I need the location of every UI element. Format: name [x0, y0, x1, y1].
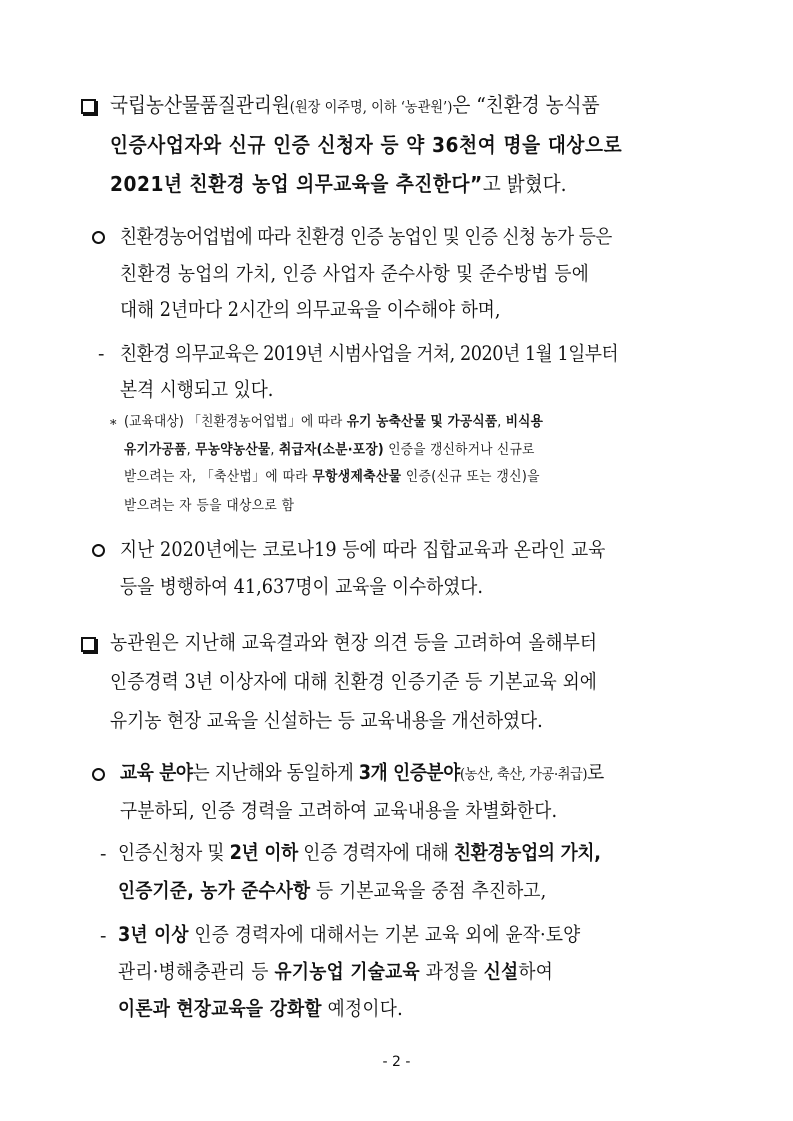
- circle-bullet-icon: [92, 768, 105, 781]
- s1-o2-line1: 지난 2020년에는 코로나19 등에 따라 집합교육과 온라인 교육: [120, 538, 606, 561]
- s1-d1-line2: 본격 시행되고 있다.: [120, 378, 274, 401]
- s2-d2-line3: 이론과 현장교육을 강화할 예정이다.: [118, 997, 404, 1020]
- s1-d1-line1: 친환경 의무교육은 2019년 시범사업을 거쳐, 2020년 1월 1일부터: [120, 342, 619, 365]
- circle-bullet-icon: [92, 544, 105, 557]
- s1-o1-line3: 대해 2년마다 2시간의 의무교육을 이수해야 하며,: [120, 298, 501, 321]
- s2-line1: 농관원은 지난해 교육결과와 현장 의견 등을 고려하여 올해부터: [110, 631, 598, 654]
- s2-d2-line1: 3년 이상 인증 경력자에 대해서는 기본 교육 외에 윤작·토양: [118, 923, 581, 946]
- dash-bullet: -: [100, 925, 107, 947]
- note-line1: (교육대상) 「친환경농어업법」에 따라 유기 농축산물 및 가공식품, 비식용: [124, 414, 544, 430]
- note-line3: 받으려는 자, 「축산법」에 따라 무항생제축산물 인증(신규 또는 갱신)을: [124, 469, 541, 485]
- s1-o1-line2: 친환경 농업의 가치, 인증 사업자 준수사항 및 준수방법 등에: [120, 262, 590, 285]
- s2-o1-line2: 구분하되, 인증 경력을 고려하여 교육내용을 차별화한다.: [120, 799, 558, 822]
- dash-bullet: -: [100, 843, 107, 865]
- s2-d1-line2: 인증기준, 농가 준수사항 등 기본교육을 중점 추진하고,: [118, 879, 547, 902]
- s1-line2: 인증사업자와 신규 인증 신청자 등 약 36천여 명을 대상으로: [110, 133, 623, 157]
- note-line4: 받으려는 자 등을 대상으로 함: [124, 498, 295, 514]
- s2-d1-line1: 인증신청자 및 2년 이하 인증 경력자에 대해 친환경농업의 가치,: [118, 841, 601, 864]
- s2-line2: 인증경력 3년 이상자에 대해 친환경 인증기준 등 기본교육 외에: [110, 670, 597, 693]
- s1-line1: 국립농산물품질관리원(원장 이주명, 이하 ‘농관원’)은 “친환경 농식품: [110, 93, 600, 117]
- s1-line3: 2021년 친환경 농업 의무교육을 추진한다”고 밝혔다.: [110, 172, 567, 196]
- s2-line3: 유기농 현장 교육을 신설하는 등 교육내용을 개선하였다.: [110, 709, 543, 732]
- checkbox-bullet-icon: [81, 99, 96, 114]
- s1-o1-line1: 친환경농어업법에 따라 친환경 인증 농업인 및 인증 신청 농가 등은: [120, 225, 612, 248]
- s1-o2-line2: 등을 병행하여 41,637명이 교육을 이수하였다.: [120, 575, 483, 598]
- checkbox-bullet-icon: [81, 637, 96, 652]
- note-line2: 유기가공품, 무농약농산물, 취급자(소분·포장) 인증을 갱신하거나 신규로: [124, 442, 535, 458]
- page-number: - 2 -: [382, 1054, 411, 1070]
- s2-d2-line2: 관리·병해충관리 등 유기농업 기술교육 과정을 신설하여: [118, 960, 554, 983]
- circle-bullet-icon: [92, 231, 105, 244]
- asterisk-note: *: [110, 418, 117, 433]
- s2-o1-line1: 교육 분야는 지난해와 동일하게 3개 인증분야(농산, 축산, 가공·취급)로: [120, 761, 604, 784]
- dash-bullet: -: [98, 343, 105, 365]
